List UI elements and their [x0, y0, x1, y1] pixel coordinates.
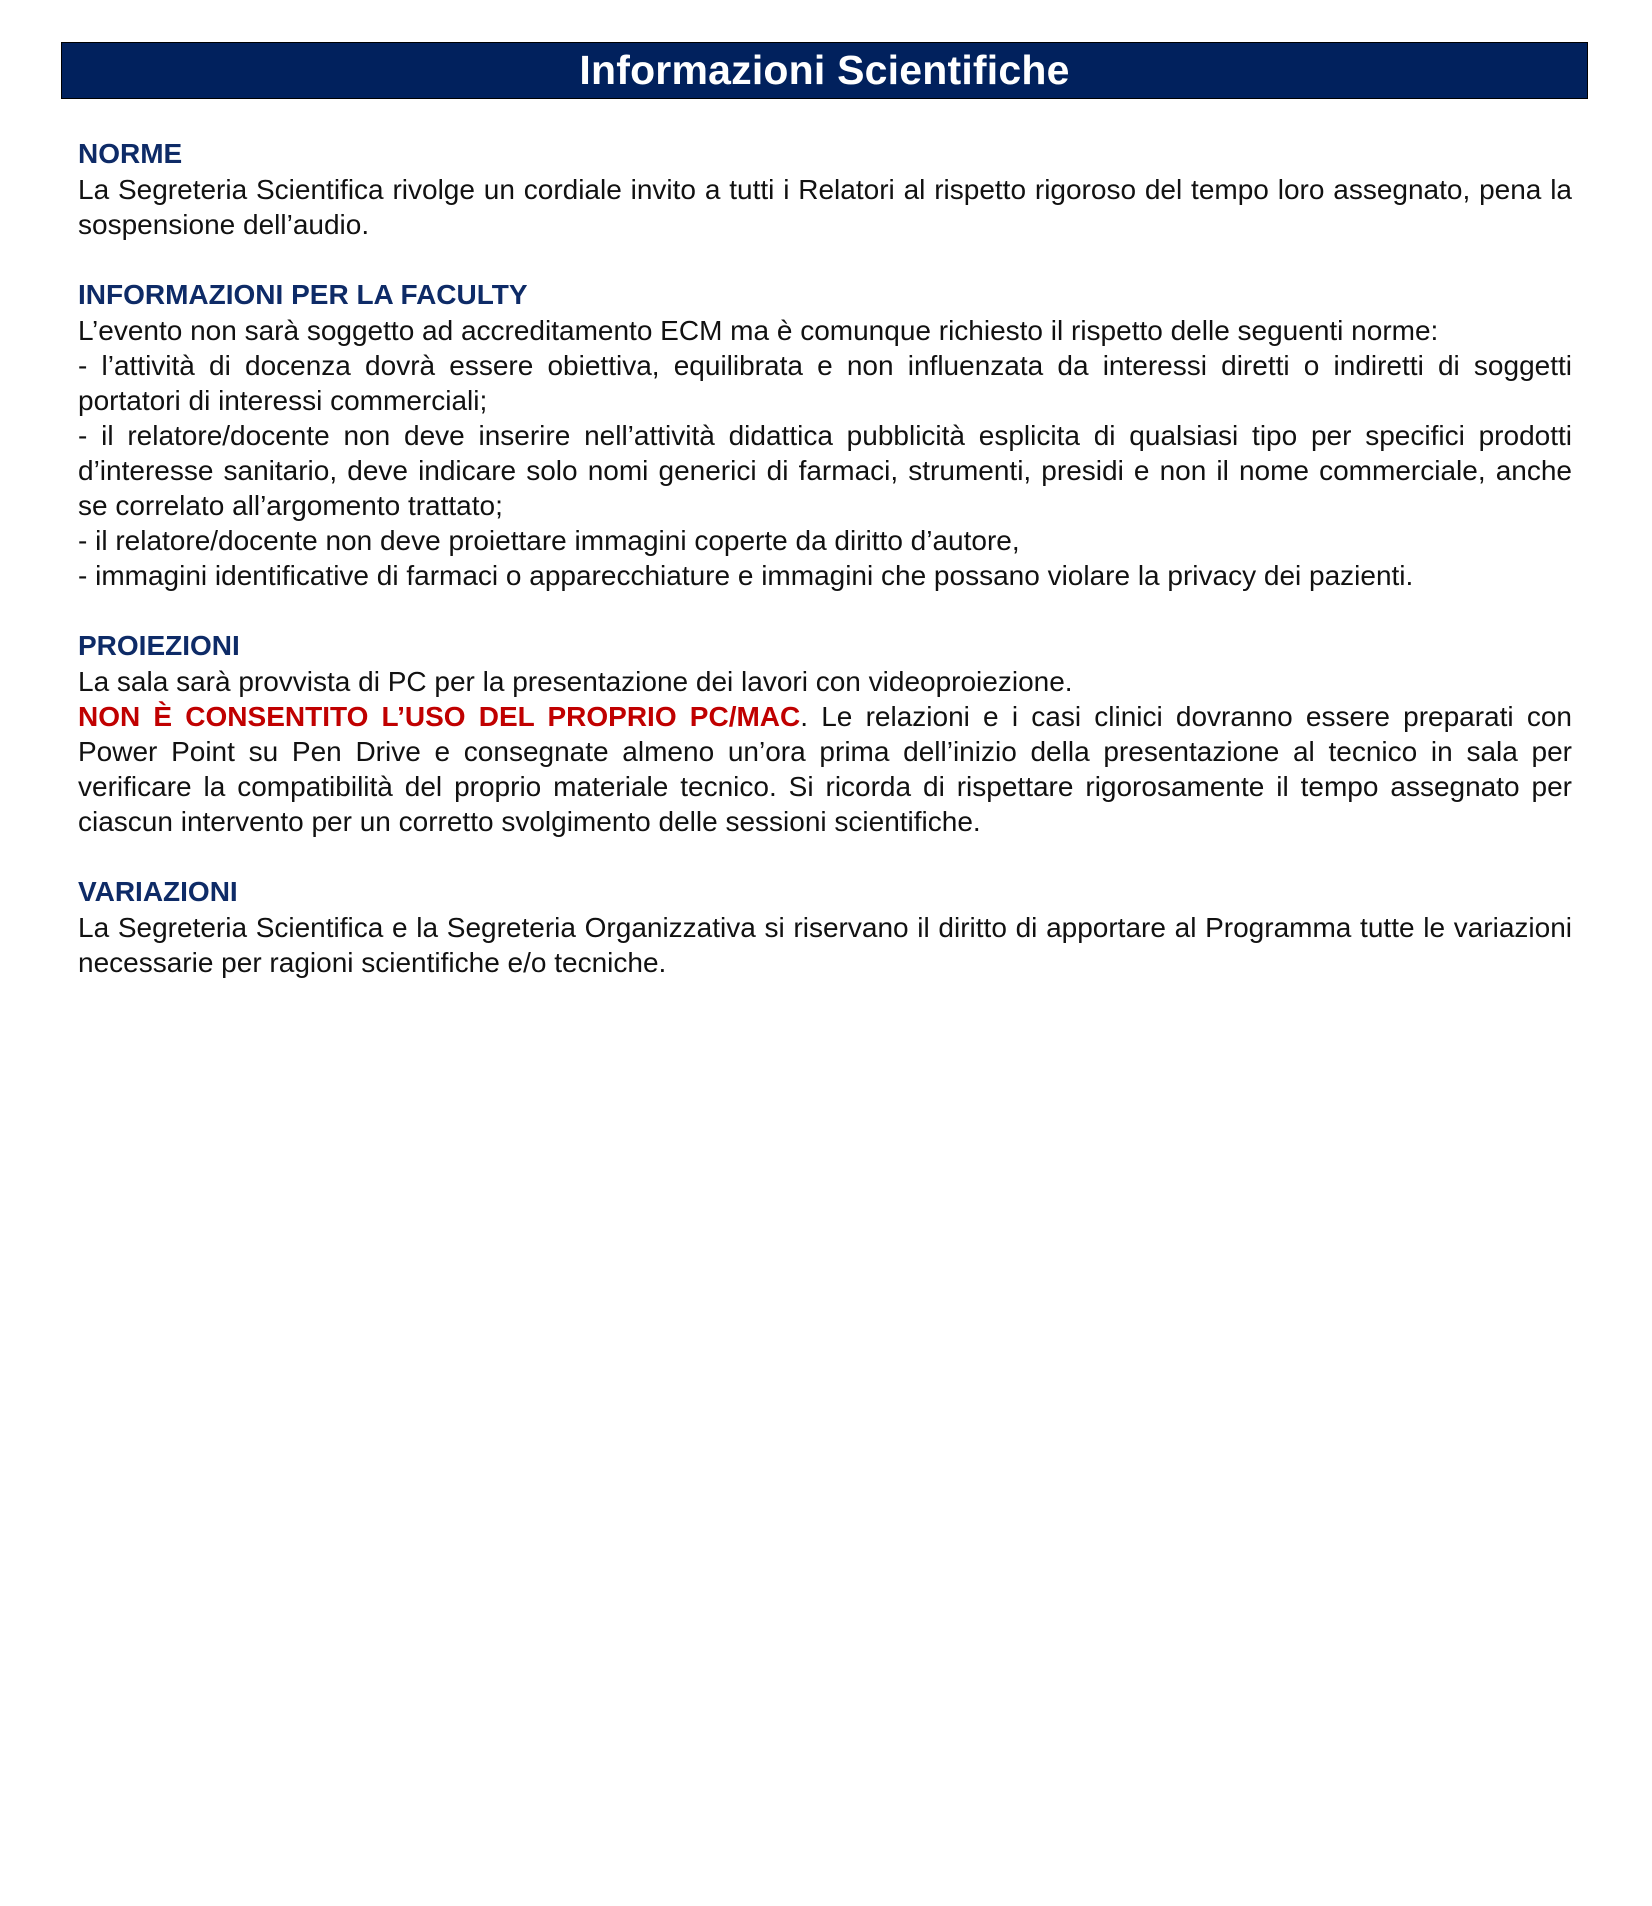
norme-text: La Segreteria Scientifica rivolge un cordiale invito a tutti i Relatori al rispetto rigoroso del tempo loro assegnato, pena la sospensione dell’audio.: [78, 174, 1572, 240]
proiezioni-text: La sala sarà provvista di PC per la presentazione dei lavori con videoproiezione.: [78, 666, 1073, 697]
document-body: [78, 136, 1572, 980]
faculty-item: - immagini identificative di farmaci o apparecchiature e immagini che possano violare la privacy dei pazienti.: [78, 560, 1414, 591]
section-norme: [78, 136, 1572, 242]
faculty-item: - il relatore/docente non deve proiettare immagini coperte da diritto d’autore,: [78, 525, 1020, 556]
section-variazioni: [78, 874, 1572, 980]
section-proiezioni: [78, 628, 1572, 839]
section-heading-norme: NORME: [78, 138, 183, 169]
page-title: Informazioni Scientifiche: [579, 47, 1070, 93]
faculty-item: - l’attività di docenza dovrà essere obiettiva, equilibrata e non influenzata da interessi diretti o indiretti di soggetti portatori di interessi commerciali;: [78, 350, 1572, 416]
title-bar: [61, 42, 1588, 99]
section-faculty: [78, 277, 1572, 593]
faculty-item: - il relatore/docente non deve inserire nell’attività didattica pubblicità esplicita di qualsiasi tipo per specifici prodotti d’interesse sanitario, deve indicare solo nomi generici di farmaci, strumenti, presidi e non il nome commerciale, anche se correlato all’argomento trattato;: [78, 420, 1572, 521]
section-heading-variazioni: VARIAZIONI: [78, 876, 238, 907]
pc-warning-text: NON È CONSENTITO L’USO DEL PROPRIO PC/MAC: [78, 701, 801, 732]
section-heading-faculty: INFORMAZIONI PER LA FACULTY: [78, 279, 528, 310]
proiezioni-rules: [78, 699, 1572, 839]
variazioni-text: La Segreteria Scientifica e la Segreteria Organizzativa si riservano il diritto di apportare al Programma tutte le variazioni necessarie per ragioni scientifiche e/o tecniche.: [78, 912, 1572, 978]
proiezioni-rules-text: . Le relazioni e i casi clinici dovranno essere preparati con Power Point su Pen Drive e consegnate almeno un’ora prima dell’inizio della presentazione al tecnico in sala per verificare la compatibilità del proprio materiale tecnico. Si ricorda di rispettare rigorosamente il tempo assegnato per ciascun intervento per un corretto svolgimento delle sessioni scientifiche.: [78, 701, 1572, 837]
faculty-intro: L’evento non sarà soggetto ad accreditamento ECM ma è comunque richiesto il rispetto delle seguenti norme:: [78, 315, 1439, 346]
section-heading-proiezioni: PROIEZIONI: [78, 630, 240, 661]
